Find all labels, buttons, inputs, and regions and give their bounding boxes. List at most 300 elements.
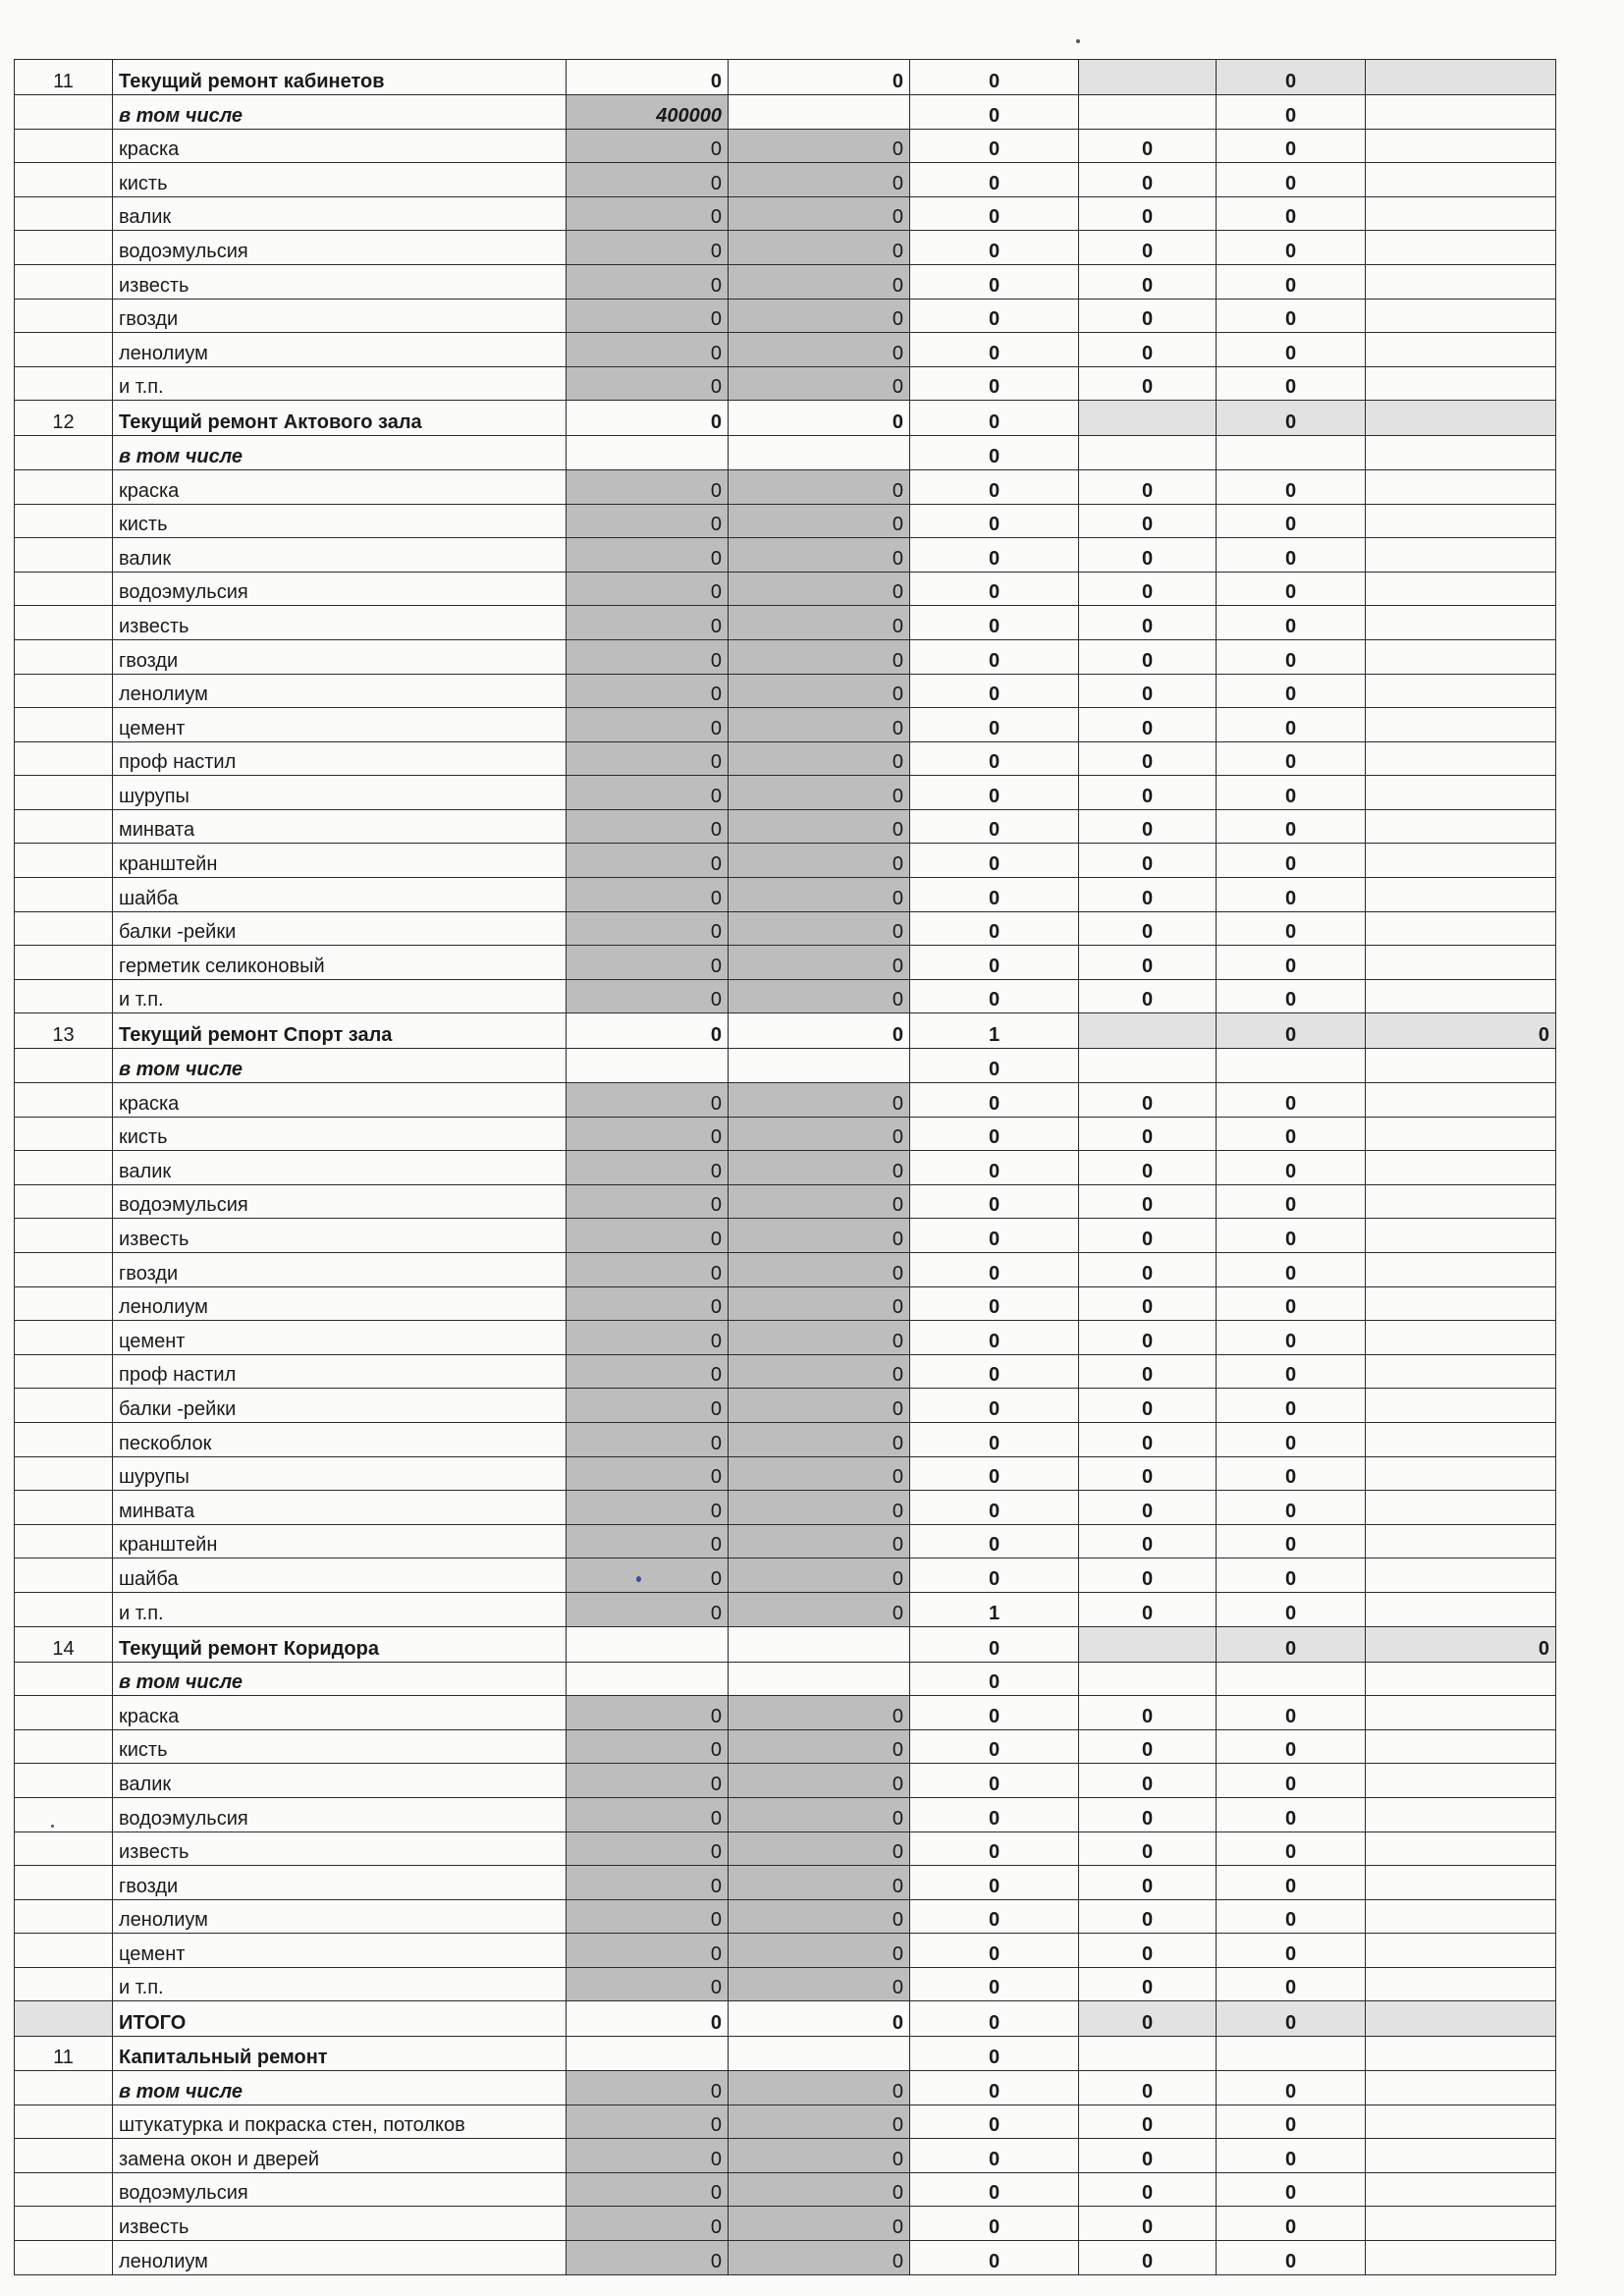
value-cell-col-2: 0 xyxy=(729,708,910,742)
row-number-empty xyxy=(15,333,113,367)
value-cell-col-6 xyxy=(1366,1831,1556,1866)
value-cell-col-1: 0 xyxy=(567,606,729,640)
value-cell-col-6 xyxy=(1366,1866,1556,1900)
item-name: известь xyxy=(113,264,567,299)
value-cell-col-4 xyxy=(1079,436,1217,470)
value-cell-col-6 xyxy=(1366,741,1556,776)
value-cell-col-5: 0 xyxy=(1217,299,1366,333)
value-cell-col-1: 0 xyxy=(567,1797,729,1831)
value-cell-col-3: 0 xyxy=(910,1321,1079,1355)
value-cell-col-4: 0 xyxy=(1079,129,1217,163)
value-cell-col-3: 0 xyxy=(910,1797,1079,1831)
row-number-empty xyxy=(15,911,113,946)
value-cell-col-4: 0 xyxy=(1079,2139,1217,2173)
value-cell-col-6 xyxy=(1366,1899,1556,1934)
subtotal-row xyxy=(15,2071,1556,2105)
value-cell-col-1: 0 xyxy=(567,538,729,573)
table-row xyxy=(15,878,1556,912)
value-cell-col-6 xyxy=(1366,1662,1556,1696)
value-cell-col-4: 0 xyxy=(1079,572,1217,606)
value-cell-col-6 xyxy=(1366,401,1556,436)
value-cell-col-5: 0 xyxy=(1217,1764,1366,1798)
table-row xyxy=(15,911,1556,946)
row-number-empty xyxy=(15,163,113,197)
item-name: кисть xyxy=(113,1729,567,1764)
value-cell-col-3: 0 xyxy=(910,299,1079,333)
value-cell-col-1: 0 xyxy=(567,1491,729,1525)
value-cell-col-2: 0 xyxy=(729,1524,910,1558)
value-cell-col-4: 0 xyxy=(1079,1729,1217,1764)
value-cell-col-2: 0 xyxy=(729,1083,910,1118)
value-cell-col-4: 0 xyxy=(1079,2001,1217,2037)
value-cell-col-4: 0 xyxy=(1079,878,1217,912)
value-cell-col-3: 0 xyxy=(910,1422,1079,1456)
value-cell-col-3: 0 xyxy=(910,436,1079,470)
row-number-empty xyxy=(15,469,113,504)
value-cell-col-3: 0 xyxy=(910,1219,1079,1253)
value-cell-col-2: 0 xyxy=(729,1321,910,1355)
value-cell-col-4: 0 xyxy=(1079,1117,1217,1151)
table-row xyxy=(15,1899,1556,1934)
item-name: краска xyxy=(113,1083,567,1118)
item-name: пескоблок xyxy=(113,1422,567,1456)
value-cell-col-6 xyxy=(1366,2139,1556,2173)
value-cell-col-2: 0 xyxy=(729,1389,910,1423)
value-cell-col-1: 0 xyxy=(567,639,729,674)
row-number: 11 xyxy=(15,2037,113,2071)
value-cell-col-3: 0 xyxy=(910,979,1079,1013)
table-row xyxy=(15,1219,1556,1253)
row-number-empty xyxy=(15,1354,113,1389)
value-cell-col-5: 0 xyxy=(1217,809,1366,844)
value-cell-col-4: 0 xyxy=(1079,639,1217,674)
value-cell-col-1: 0 xyxy=(567,1286,729,1321)
value-cell-col-3: 0 xyxy=(910,1049,1079,1083)
value-cell-col-2: 0 xyxy=(729,264,910,299)
value-cell-col-1 xyxy=(567,436,729,470)
value-cell-col-4: 0 xyxy=(1079,469,1217,504)
value-cell-col-5: 0 xyxy=(1217,231,1366,265)
value-cell-col-6 xyxy=(1366,2105,1556,2139)
row-number-empty xyxy=(15,878,113,912)
value-cell-col-6 xyxy=(1366,2207,1556,2241)
value-cell-col-5: 0 xyxy=(1217,538,1366,573)
value-cell-col-5: 0 xyxy=(1217,2241,1366,2275)
item-name: известь xyxy=(113,2207,567,2241)
item-name: минвата xyxy=(113,809,567,844)
value-cell-col-6 xyxy=(1366,1797,1556,1831)
row-number-empty xyxy=(15,504,113,538)
value-cell-col-6 xyxy=(1366,674,1556,708)
value-cell-col-3: 0 xyxy=(910,1117,1079,1151)
row-number-empty xyxy=(15,1729,113,1764)
value-cell-col-4: 0 xyxy=(1079,1389,1217,1423)
value-cell-col-1: 0 xyxy=(567,1219,729,1253)
value-cell-col-3: 0 xyxy=(910,163,1079,197)
value-cell-col-2: 0 xyxy=(729,946,910,980)
value-cell-col-5: 0 xyxy=(1217,469,1366,504)
table-row xyxy=(15,844,1556,878)
table-row xyxy=(15,299,1556,333)
value-cell-col-1: 0 xyxy=(567,333,729,367)
total-label: ИТОГО xyxy=(113,2001,567,2037)
row-number-empty xyxy=(15,2172,113,2207)
value-cell-col-5: 0 xyxy=(1217,979,1366,1013)
value-cell-col-3: 0 xyxy=(910,606,1079,640)
value-cell-col-1: 0 xyxy=(567,1831,729,1866)
value-cell-col-4: 0 xyxy=(1079,1422,1217,1456)
item-name: краска xyxy=(113,129,567,163)
value-cell-col-2: 0 xyxy=(729,2105,910,2139)
value-cell-col-5: 0 xyxy=(1217,1286,1366,1321)
value-cell-col-1: 0 xyxy=(567,299,729,333)
value-cell-col-1: 0 xyxy=(567,60,729,95)
section-header-row xyxy=(15,401,1556,436)
value-cell-col-6 xyxy=(1366,231,1556,265)
table-row xyxy=(15,1117,1556,1151)
value-cell-col-2: 0 xyxy=(729,401,910,436)
value-cell-col-6 xyxy=(1366,1558,1556,1593)
row-number-empty xyxy=(15,1151,113,1185)
row-number-empty xyxy=(15,1797,113,1831)
item-name: герметик селиконовый xyxy=(113,946,567,980)
row-number-empty xyxy=(15,436,113,470)
item-name: известь xyxy=(113,1831,567,1866)
value-cell-col-1: 0 xyxy=(567,1083,729,1118)
row-number-empty xyxy=(15,2241,113,2275)
value-cell-col-5: 0 xyxy=(1217,1696,1366,1730)
value-cell-col-1: 0 xyxy=(567,979,729,1013)
value-cell-col-1: 0 xyxy=(567,2139,729,2173)
section-header-row xyxy=(15,60,1556,95)
value-cell-col-5: 0 xyxy=(1217,911,1366,946)
value-cell-col-6 xyxy=(1366,95,1556,130)
table-row xyxy=(15,1456,1556,1491)
subtotal-label: в том числе xyxy=(113,95,567,130)
section-header-row xyxy=(15,2037,1556,2071)
value-cell-col-6 xyxy=(1366,2037,1556,2071)
table-row xyxy=(15,741,1556,776)
section-title: Текущий ремонт Спорт зала xyxy=(113,1013,567,1049)
value-cell-col-1: 0 xyxy=(567,1592,729,1626)
value-cell-col-6 xyxy=(1366,1184,1556,1219)
value-cell-col-2: 0 xyxy=(729,2071,910,2105)
value-cell-col-1: 0 xyxy=(567,1524,729,1558)
value-cell-col-5: 0 xyxy=(1217,333,1366,367)
value-cell-col-5: 0 xyxy=(1217,2105,1366,2139)
table-row xyxy=(15,1151,1556,1185)
value-cell-col-4: 0 xyxy=(1079,1797,1217,1831)
table-row xyxy=(15,163,1556,197)
value-cell-col-2: 0 xyxy=(729,1967,910,2001)
value-cell-col-2: 0 xyxy=(729,1866,910,1900)
repair-budget-table xyxy=(14,59,1556,2275)
value-cell-col-3: 0 xyxy=(910,776,1079,810)
value-cell-col-5: 0 xyxy=(1217,1491,1366,1525)
value-cell-col-3: 0 xyxy=(910,2037,1079,2071)
value-cell-col-4: 0 xyxy=(1079,606,1217,640)
table-row xyxy=(15,979,1556,1013)
value-cell-col-5 xyxy=(1217,2037,1366,2071)
value-cell-col-1: 0 xyxy=(567,1866,729,1900)
item-name: известь xyxy=(113,1219,567,1253)
value-cell-col-4: 0 xyxy=(1079,1866,1217,1900)
row-number: 14 xyxy=(15,1626,113,1662)
row-number-empty xyxy=(15,776,113,810)
row-number-empty xyxy=(15,1967,113,2001)
value-cell-col-6: 0 xyxy=(1366,1626,1556,1662)
value-cell-col-2: 0 xyxy=(729,844,910,878)
table-row xyxy=(15,469,1556,504)
row-number-empty xyxy=(15,299,113,333)
item-name: ленолиум xyxy=(113,2241,567,2275)
value-cell-col-2: 0 xyxy=(729,504,910,538)
value-cell-col-5: 0 xyxy=(1217,2207,1366,2241)
value-cell-col-4: 0 xyxy=(1079,538,1217,573)
row-number-empty xyxy=(15,1899,113,1934)
value-cell-col-3: 0 xyxy=(910,1184,1079,1219)
value-cell-col-1: 0 xyxy=(567,1151,729,1185)
table-row xyxy=(15,1354,1556,1389)
value-cell-col-2 xyxy=(729,2037,910,2071)
value-cell-col-6 xyxy=(1366,708,1556,742)
item-name: кранштейн xyxy=(113,844,567,878)
value-cell-col-3: 0 xyxy=(910,366,1079,401)
row-number-empty xyxy=(15,1524,113,1558)
value-cell-col-2: 0 xyxy=(729,366,910,401)
value-cell-col-3: 0 xyxy=(910,1491,1079,1525)
row-number-empty xyxy=(15,674,113,708)
value-cell-col-3: 0 xyxy=(910,2071,1079,2105)
value-cell-col-6 xyxy=(1366,2172,1556,2207)
value-cell-col-2: 0 xyxy=(729,1253,910,1287)
value-cell-col-3: 0 xyxy=(910,2001,1079,2037)
row-number-empty xyxy=(15,572,113,606)
value-cell-col-3: 0 xyxy=(910,2207,1079,2241)
value-cell-col-6 xyxy=(1366,911,1556,946)
item-name: балки -рейки xyxy=(113,911,567,946)
value-cell-col-1: 0 xyxy=(567,572,729,606)
item-name: ленолиум xyxy=(113,333,567,367)
item-name: известь xyxy=(113,606,567,640)
value-cell-col-2: 0 xyxy=(729,1491,910,1525)
table-row xyxy=(15,1797,1556,1831)
section-title: Текущий ремонт Коридора xyxy=(113,1626,567,1662)
item-name: и т.п. xyxy=(113,979,567,1013)
value-cell-col-1: 0 xyxy=(567,2071,729,2105)
value-cell-col-6 xyxy=(1366,776,1556,810)
table-row xyxy=(15,1286,1556,1321)
value-cell-col-1: 0 xyxy=(567,1117,729,1151)
value-cell-col-6 xyxy=(1366,1354,1556,1389)
value-cell-col-5: 0 xyxy=(1217,1354,1366,1389)
value-cell-col-5: 0 xyxy=(1217,1797,1366,1831)
value-cell-col-6 xyxy=(1366,606,1556,640)
value-cell-col-4: 0 xyxy=(1079,1456,1217,1491)
value-cell-col-5: 0 xyxy=(1217,1729,1366,1764)
value-cell-col-2: 0 xyxy=(729,1899,910,1934)
table-row xyxy=(15,504,1556,538)
row-number-empty xyxy=(15,2105,113,2139)
row-number-empty xyxy=(15,1592,113,1626)
item-name: шайба xyxy=(113,1558,567,1593)
value-cell-col-2: 0 xyxy=(729,1592,910,1626)
value-cell-col-1: 0 xyxy=(567,2172,729,2207)
value-cell-col-2: 0 xyxy=(729,196,910,231)
value-cell-col-1: 0 xyxy=(567,504,729,538)
value-cell-col-5: 0 xyxy=(1217,1524,1366,1558)
value-cell-col-2: 0 xyxy=(729,639,910,674)
value-cell-col-2: 0 xyxy=(729,1151,910,1185)
table-row xyxy=(15,2241,1556,2275)
value-cell-col-5: 0 xyxy=(1217,1934,1366,1968)
value-cell-col-5: 0 xyxy=(1217,1083,1366,1118)
row-number-empty xyxy=(15,366,113,401)
item-name: валик xyxy=(113,538,567,573)
item-name: цемент xyxy=(113,708,567,742)
value-cell-col-1: 0 xyxy=(567,1354,729,1389)
value-cell-col-5: 0 xyxy=(1217,2172,1366,2207)
value-cell-col-6 xyxy=(1366,1491,1556,1525)
value-cell-col-2: 0 xyxy=(729,1934,910,1968)
value-cell-col-2: 0 xyxy=(729,1286,910,1321)
value-cell-col-4 xyxy=(1079,2037,1217,2071)
value-cell-col-2: 0 xyxy=(729,1797,910,1831)
value-cell-col-3: 0 xyxy=(910,1524,1079,1558)
value-cell-col-2: 0 xyxy=(729,2139,910,2173)
table-row xyxy=(15,129,1556,163)
value-cell-col-1: 0 xyxy=(567,741,729,776)
value-cell-col-3: 0 xyxy=(910,538,1079,573)
value-cell-col-3: 1 xyxy=(910,1592,1079,1626)
item-name: водоэмульсия xyxy=(113,1184,567,1219)
item-name: ленолиум xyxy=(113,674,567,708)
table-row xyxy=(15,946,1556,980)
value-cell-col-5: 0 xyxy=(1217,1184,1366,1219)
value-cell-col-6 xyxy=(1366,196,1556,231)
table-row xyxy=(15,538,1556,573)
value-cell-col-3: 0 xyxy=(910,231,1079,265)
value-cell-col-4: 0 xyxy=(1079,1934,1217,1968)
row-number-empty xyxy=(15,1253,113,1287)
row-number-empty xyxy=(15,1117,113,1151)
value-cell-col-1: 0 xyxy=(567,163,729,197)
section-title: Текущий ремонт Актового зала xyxy=(113,401,567,436)
value-cell-col-3: 0 xyxy=(910,1662,1079,1696)
value-cell-col-3: 0 xyxy=(910,333,1079,367)
value-cell-col-5: 0 xyxy=(1217,844,1366,878)
value-cell-col-3: 0 xyxy=(910,1253,1079,1287)
value-cell-col-3: 0 xyxy=(910,708,1079,742)
row-number-empty xyxy=(15,196,113,231)
value-cell-col-2 xyxy=(729,1662,910,1696)
value-cell-col-5: 0 xyxy=(1217,1866,1366,1900)
value-cell-col-4 xyxy=(1079,1626,1217,1662)
value-cell-col-6 xyxy=(1366,2001,1556,2037)
value-cell-col-5: 0 xyxy=(1217,878,1366,912)
row-number-empty xyxy=(15,1083,113,1118)
table-row xyxy=(15,264,1556,299)
table-row xyxy=(15,639,1556,674)
row-number-empty xyxy=(15,538,113,573)
value-cell-col-2: 0 xyxy=(729,1184,910,1219)
value-cell-col-6 xyxy=(1366,809,1556,844)
value-cell-col-2: 0 xyxy=(729,538,910,573)
value-cell-col-5: 0 xyxy=(1217,708,1366,742)
value-cell-col-2: 0 xyxy=(729,469,910,504)
value-cell-col-4: 0 xyxy=(1079,163,1217,197)
total-row xyxy=(15,2001,1556,2037)
value-cell-col-5: 0 xyxy=(1217,1321,1366,1355)
value-cell-col-5: 0 xyxy=(1217,1967,1366,2001)
row-number-empty xyxy=(15,1389,113,1423)
item-name: шурупы xyxy=(113,776,567,810)
table-row xyxy=(15,1967,1556,2001)
value-cell-col-6 xyxy=(1366,163,1556,197)
row-number-empty xyxy=(15,2139,113,2173)
table-body xyxy=(15,60,1556,2275)
row-number-empty xyxy=(15,1696,113,1730)
value-cell-col-3: 0 xyxy=(910,1151,1079,1185)
value-cell-col-2: 0 xyxy=(729,674,910,708)
value-cell-col-2: 0 xyxy=(729,741,910,776)
value-cell-col-1 xyxy=(567,2037,729,2071)
value-cell-col-4: 0 xyxy=(1079,196,1217,231)
value-cell-col-4: 0 xyxy=(1079,1831,1217,1866)
value-cell-col-1: 0 xyxy=(567,1389,729,1423)
value-cell-col-2: 0 xyxy=(729,163,910,197)
item-name: и т.п. xyxy=(113,1592,567,1626)
row-number-empty xyxy=(15,1184,113,1219)
value-cell-col-3: 0 xyxy=(910,504,1079,538)
value-cell-col-6 xyxy=(1366,469,1556,504)
value-cell-col-4: 0 xyxy=(1079,1354,1217,1389)
row-number-empty xyxy=(15,1831,113,1866)
row-number: 13 xyxy=(15,1013,113,1049)
value-cell-col-4: 0 xyxy=(1079,1219,1217,1253)
value-cell-col-5: 0 xyxy=(1217,1831,1366,1866)
item-name: проф настил xyxy=(113,1354,567,1389)
item-name: балки -рейки xyxy=(113,1389,567,1423)
value-cell-col-1: 0 xyxy=(567,1967,729,2001)
row-number-empty xyxy=(15,1219,113,1253)
row-number-empty xyxy=(15,606,113,640)
value-cell-col-4: 0 xyxy=(1079,299,1217,333)
value-cell-col-1: 0 xyxy=(567,844,729,878)
value-cell-col-1: 0 xyxy=(567,1729,729,1764)
value-cell-col-1: 0 xyxy=(567,946,729,980)
value-cell-col-6 xyxy=(1366,1524,1556,1558)
table-row xyxy=(15,1696,1556,1730)
value-cell-col-6 xyxy=(1366,1422,1556,1456)
value-cell-col-6 xyxy=(1366,299,1556,333)
value-cell-col-6 xyxy=(1366,129,1556,163)
value-cell-col-2: 0 xyxy=(729,2172,910,2207)
value-cell-col-4: 0 xyxy=(1079,2105,1217,2139)
item-name: цемент xyxy=(113,1934,567,1968)
value-cell-col-5 xyxy=(1217,1049,1366,1083)
table-row xyxy=(15,1083,1556,1118)
value-cell-col-4: 0 xyxy=(1079,741,1217,776)
value-cell-col-3: 0 xyxy=(910,2105,1079,2139)
value-cell-col-6 xyxy=(1366,366,1556,401)
value-cell-col-4 xyxy=(1079,1049,1217,1083)
value-cell-col-5: 0 xyxy=(1217,1422,1366,1456)
value-cell-col-5: 0 xyxy=(1217,264,1366,299)
row-number-empty xyxy=(15,844,113,878)
value-cell-col-3: 0 xyxy=(910,1934,1079,1968)
item-name: валик xyxy=(113,196,567,231)
